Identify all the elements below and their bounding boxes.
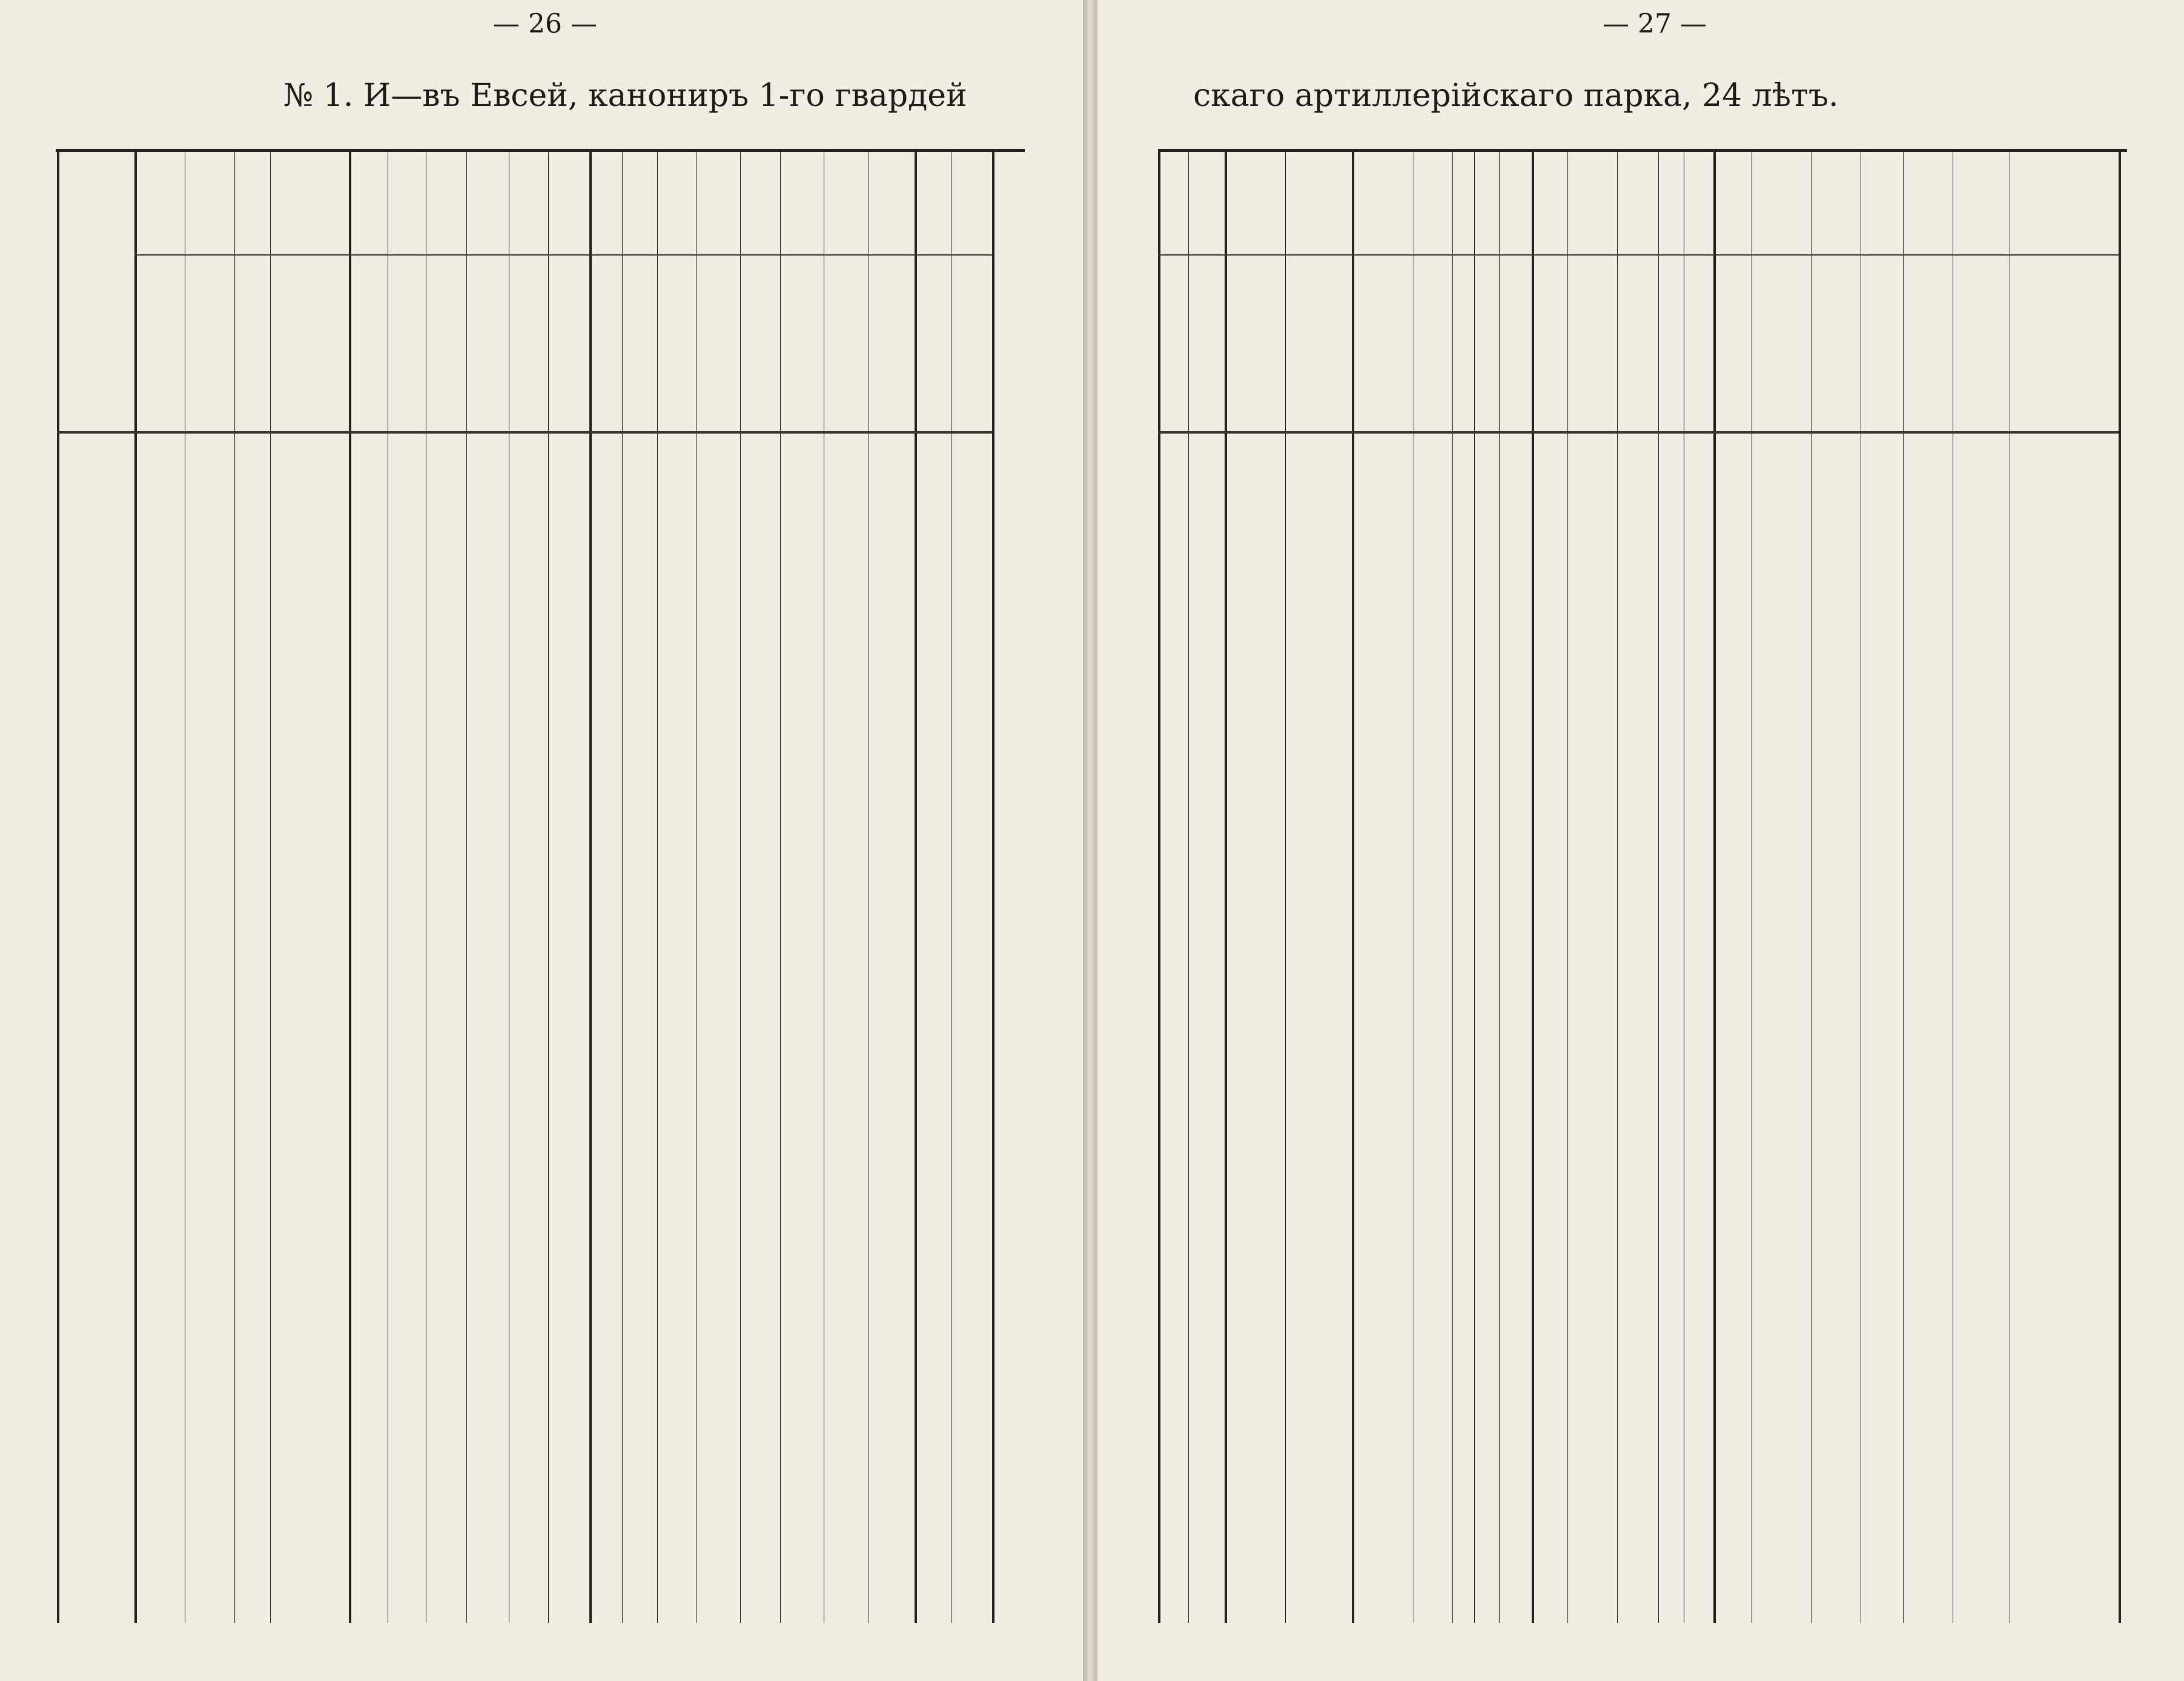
right-col-rule: [1499, 151, 1500, 1623]
left-col-rule: [589, 151, 592, 1623]
right-col-rule: [1352, 151, 1354, 1623]
right-group-header: [1532, 154, 1713, 252]
left-group-header: [915, 154, 992, 252]
right-col-rule: [1567, 151, 1568, 1623]
left-group-header: [134, 154, 349, 252]
right-top-rule: [1158, 149, 2127, 152]
right-group-header: [1158, 154, 1225, 252]
left-page: [0, 0, 1083, 1681]
right-group-header: [1352, 154, 1532, 252]
right-page-title: скаго артиллерiйскаго парка, 24 лѣтъ.: [1193, 78, 1839, 114]
left-col-rule: [780, 151, 781, 1623]
left-col-rule: [349, 151, 351, 1623]
right-group-header: [1225, 154, 1352, 252]
right-col-rule: [1713, 151, 1716, 1623]
left-col-rule: [548, 151, 549, 1623]
left-col-rule: [696, 151, 697, 1623]
right-header-rule: [1158, 254, 2119, 256]
left-col-rule: [134, 151, 137, 1623]
left-col-rule: [466, 151, 467, 1623]
right-col-rule: [1158, 151, 1160, 1623]
left-top-rule: [56, 149, 1025, 152]
right-col-rule: [1474, 151, 1475, 1623]
left-page-number: — 26 —: [493, 8, 597, 39]
left-col-rule: [270, 151, 271, 1623]
left-col-rule: [992, 151, 994, 1623]
left-col-rule: [915, 151, 917, 1623]
left-col-rule: [740, 151, 741, 1623]
book-spine: [1083, 0, 1097, 1681]
left-header-bottom: [57, 431, 992, 434]
right-page: [1097, 0, 2184, 1681]
right-col-rule: [1617, 151, 1618, 1623]
right-col-rule: [1903, 151, 1904, 1623]
right-col-rule: [1658, 151, 1659, 1623]
left-col-rule: [57, 151, 59, 1623]
right-header-bottom: [1158, 431, 2119, 434]
right-col-rule: [1225, 151, 1227, 1623]
left-group-header: [589, 154, 915, 252]
right-col-rule: [2119, 151, 2121, 1623]
left-col-rule: [234, 151, 235, 1623]
right-col-rule: [1452, 151, 1453, 1623]
left-group-header: [349, 154, 589, 252]
right-page-number: — 27 —: [1603, 8, 1707, 39]
left-header-rule: [134, 254, 992, 256]
left-col-rule: [622, 151, 623, 1623]
right-col-rule: [1188, 151, 1189, 1623]
right-col-rule: [1285, 151, 1286, 1623]
left-col-rule: [657, 151, 658, 1623]
right-group-header: [1713, 154, 2119, 252]
right-col-rule: [1811, 151, 1812, 1623]
left-page-title: № 1. И—въ Евсей, канониръ 1-го гвардей: [283, 78, 967, 114]
right-col-rule: [1532, 151, 1534, 1623]
